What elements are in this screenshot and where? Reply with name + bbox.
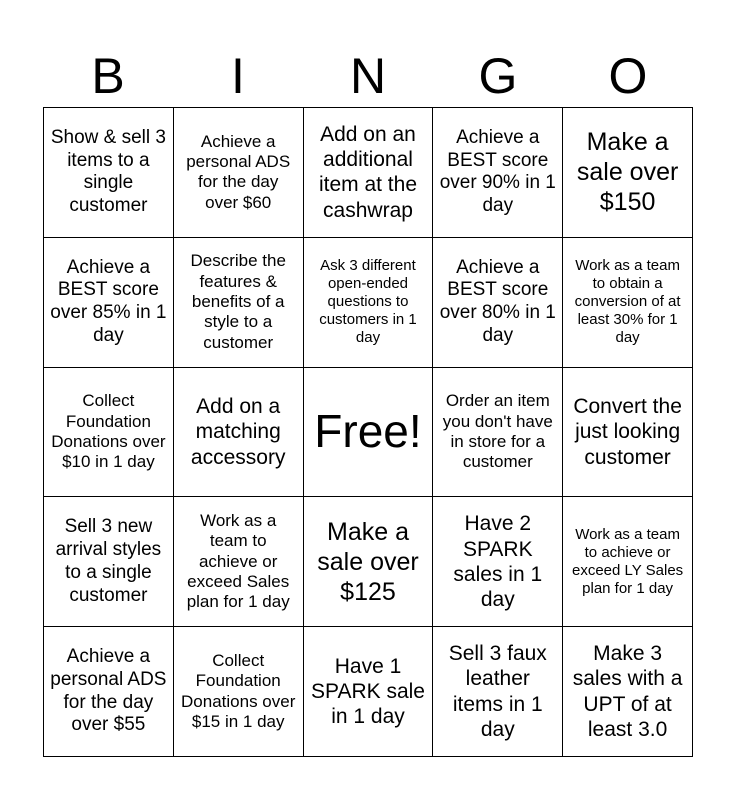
bingo-cell[interactable]: [563, 368, 693, 498]
bingo-cell[interactable]: [563, 497, 693, 627]
cell-text: Achieve a personal ADS for the day over $60: [186, 131, 291, 212]
bingo-cell[interactable]: [44, 497, 174, 627]
cell-text: Work as a team to achieve or exceed LY Sales plan for 1 day: [571, 525, 684, 597]
bingo-cell[interactable]: [174, 368, 304, 498]
bingo-cell[interactable]: [44, 238, 174, 368]
header-letter-n: N: [349, 48, 387, 104]
bingo-cell[interactable]: [44, 368, 174, 498]
bingo-cell[interactable]: [433, 627, 563, 757]
cell-text: Add on a matching accessory: [190, 395, 286, 469]
cell-text: Order an item you don't have in store for a customer: [442, 391, 553, 472]
cell-text: Achieve a BEST score over 85% in 1 day: [50, 256, 167, 346]
bingo-cell[interactable]: [433, 368, 563, 498]
free-space-cell[interactable]: [304, 368, 434, 498]
cell-text: Collect Foundation Donations over $10 in 1 day: [51, 391, 166, 472]
bingo-cell[interactable]: [304, 238, 434, 368]
bingo-cell[interactable]: [174, 497, 304, 627]
cell-text: Have 2 SPARK sales in 1 day: [453, 512, 543, 611]
cell-text: Sell 3 new arrival styles to a single customer: [55, 516, 162, 606]
bingo-cell[interactable]: [563, 238, 693, 368]
cell-text: Achieve a BEST score over 90% in 1 day: [439, 126, 556, 217]
cell-text: Show & sell 3 items to a single customer: [50, 126, 166, 217]
header-letter-i: I: [231, 48, 245, 104]
cell-text: Collect Foundation Donations over $15 in 1 day: [181, 650, 296, 731]
bingo-cell[interactable]: [304, 108, 434, 238]
cell-text: Describe the features & benefits of a style to a customer: [190, 251, 286, 352]
cell-text: Convert the just looking customer: [573, 395, 682, 469]
bingo-cell[interactable]: [174, 238, 304, 368]
cell-text: Work as a team to obtain a conversion of at least 30% for 1 day: [574, 257, 681, 347]
bingo-cell[interactable]: [433, 108, 563, 238]
cell-text: Make 3 sales with a UPT of at least 3.0: [572, 642, 683, 741]
bingo-header: [43, 48, 693, 104]
free-space-text: Free!: [314, 405, 422, 458]
header-letter-o: O: [608, 48, 648, 104]
bingo-cell[interactable]: [174, 627, 304, 757]
cell-text: Achieve a personal ADS for the day over $55: [50, 646, 167, 736]
cell-text: Ask 3 different open-ended questions to customers in 1 day: [319, 257, 417, 347]
bingo-cell[interactable]: [44, 627, 174, 757]
bingo-cell[interactable]: [44, 108, 174, 238]
bingo-cell[interactable]: [433, 497, 563, 627]
cell-text: Add on an additional item at the cashwrap: [318, 123, 418, 222]
bingo-cell[interactable]: [563, 627, 693, 757]
cell-text: Achieve a BEST score over 80% in 1 day: [439, 256, 556, 346]
cell-text: Sell 3 faux leather items in 1 day: [448, 642, 547, 741]
bingo-grid: [43, 107, 693, 757]
bingo-cell[interactable]: [433, 238, 563, 368]
cell-text: Make a sale over $150: [576, 128, 679, 217]
cell-text: Work as a team to achieve or exceed Sales plan for 1 day: [186, 510, 290, 612]
header-letter-b: B: [91, 48, 125, 104]
header-letter-g: G: [478, 48, 518, 104]
bingo-cell[interactable]: [563, 108, 693, 238]
bingo-cell[interactable]: [304, 497, 434, 627]
cell-text: Have 1 SPARK sale in 1 day: [310, 654, 425, 729]
bingo-cell[interactable]: [304, 627, 434, 757]
bingo-cell[interactable]: [174, 108, 304, 238]
cell-text: Make a sale over $125: [317, 517, 419, 606]
